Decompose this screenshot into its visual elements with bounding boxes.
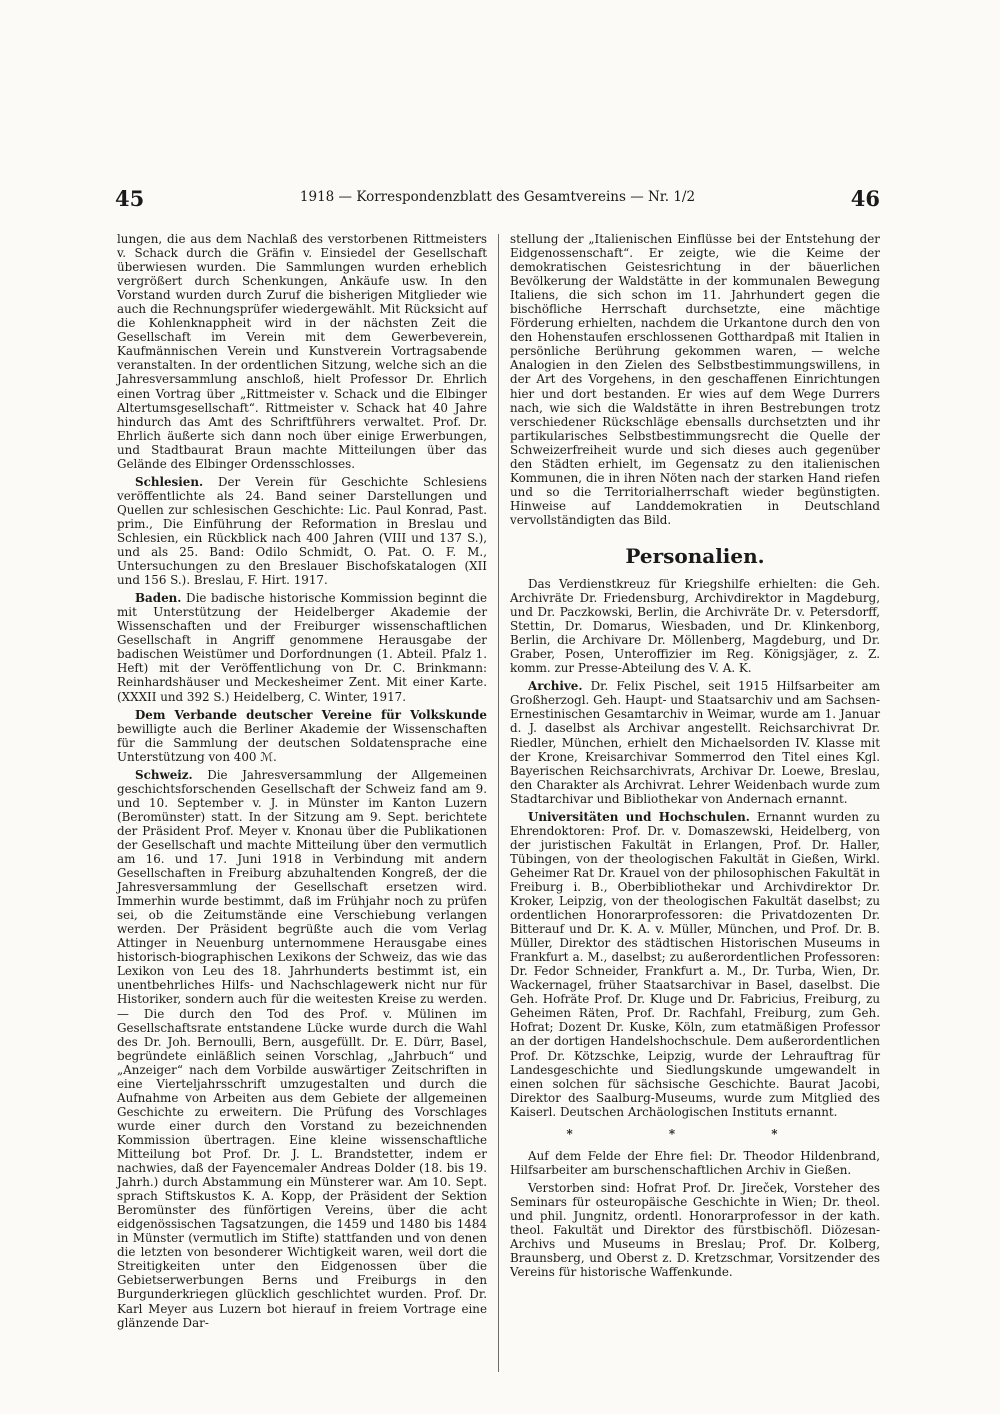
running-title: 1918 — Korrespondenzblatt des Gesamtvereins — Nr. 1/2: [299, 189, 696, 205]
page-header: [115, 186, 880, 214]
page-number-right: 46: [850, 186, 880, 211]
paragraph-gefallen: Auf dem Felde der Ehre fiel: Dr. Theodor Hildenbrand, Hilfsarbeiter am burschenschaftlichen Archiv in Gießen.: [510, 1148, 880, 1177]
paragraph-universitaeten: [510, 810, 880, 1119]
text-archive: Dr. Felix Pischel, seit 1915 Hilfsarbeiter am Großherzogl. Geh. Haupt- und Staatsarchiv und am Sachsen-Ernestinischen Gesamtarchiv in Weimar, wurde am 1. Januar d. J. daselbst als Archivar angestellt. Reichsarchivrat Dr. Riedler, München, erhielt den Michaelsorden IV. Klasse mit der Krone, Kreisarchivar Sommerrod den Titel eines Kgl. Bayerischen Reichsarchivrats, Archivar Dr. Loewe, Breslau, den Charakter als Archivrat. Lehrer Weidenbach wurde zum Stadtarchivar und Bibliothekar von Andernach ernannt.: [510, 679, 881, 806]
paragraph-baden: [117, 591, 487, 703]
paragraph-schweiz: [117, 768, 487, 1330]
text-schweiz: Die Jahresversammlung der Allgemeinen geschichtsforschenden Gesellschaft der Schweiz fand am 9. und 10. September v. J. in Münster im Kanton Luzern (Beromünster) statt. In der Sitzung am 9. Sept. berichtete der Präsident Prof. Meyer v. Knonau über die Publikationen der Gesellschaft und machte Mitteilung über den vermutlich am 16. und 17. Juni 1918 in Verbindung mit andern Gesellschaften in Freiburg abzuhaltenden Kongreß, der die Jahresversammlung der Gesellschaft ersetzen wird. Immerhin wurde bestimmt, daß im Frühjahr noch zu prüfen sei, ob die Zeitumstände eine Verschiebung verlangen werden. Der Präsident begrüßte auch die vom Verlag Attinger in Neuenburg unternommene Herausgabe eines historisch-biographischen Lexikons der Schweiz, das wie das Lexikon von Leu des 18. Jahrhunderts bestimmt ist, ein unentbehrliches Hilfs- und Nachschlagewerk nicht nur für Historiker, sondern auch für die weitesten Kreise zu werden. — Die durch den Tod des Prof. v. Mülinen im Gesellschaftsrate entstandene Lücke wurde durch die Wahl des Dr. Joh. Bernoulli, Bern, ausgefüllt. Dr. E. Dürr, Basel, begründete einläßlich seinen Vorschlag, „Jahrbuch“ und „Anzeiger“ nach dem Vorbilde auswärtiger Zeitschriften in eine Vierteljahrsschrift umzugestalten und durch die Aufnahme von Arbeiten aus dem Gebiete der allgemeinen Geschichte zu erweitern. Die Prüfung des Vorschlages wurde einer durch den Vorstand zu bezeichnenden Kommission übertragen. Eine kleine wissenschaftliche Mitteilung bot Prof. Dr. J. L. Brandstetter, indem er nachwies, daß der Fayencemaler Andreas Dolder (18. bis 19. Jahrh.) durch Abstammung ein Münsterer war. Am 10. Sept. sprach Stiftskustos K. A. Kopp, der Präsident der Sektion Beromünster des fünförtigen Vereins, über die acht eidgenössischen Tagsatzungen, die 1459 und 1480 bis 1484 in Münster (vermutlich im Stifte) stattfanden und von denen die letzten von besonderer Wichtigkeit waren, weil dort die Streitigkeiten unter den Eidgenossen über die Gebietserwerbungen Berns und Freiburgs in den Burgunderkriegen glücklich geschlichtet wurden. Prof. Dr. Karl Meyer aus Luzern bot hierauf in freiem Vortrage eine glänzende Dar-: [117, 767, 487, 1330]
heading-schlesien: Schlesien.: [135, 474, 204, 489]
paragraph-elbing: lungen, die aus dem Nachlaß des verstorbenen Rittmeisters v. Schack durch die Gräfin v. Einsiedel der Gesellschaft überwiesen wurden. Die Sammlungen wurden erheblich vergrößert durch Schenkungen, Ankäufe usw. In den Vorstand wurden durch Zuruf die bisherigen Mitglieder wie auch die Rechnungsprüfer wiedergewählt. Mit Rücksicht auf die Kohlenknappheit wird in der nächsten Zeit die Gesellschaft im Verein mit dem Gewerbeverein, Kaufmännischen Verein und Kunstverein Vortragsabende veranstalten. In der ordentlichen Sitzung, welche sich an die Jahresversammlung anschloß, hielt Professor Dr. Ehrlich einen Vortrag über „Rittmeister v. Schack und die Elbinger Altertumsgesellschaft“. Rittmeister v. Schack hat 40 Jahre hindurch das Amt des Schriftführers verwaltet. Prof. Dr. Ehrlich äußerte sich dann noch über einige Erwerbungen, und Stadtbaurat Braun machte Mitteilungen über das Gelände des Elbinger Ordensschlosses.: [117, 232, 487, 471]
heading-volkskunde: Dem Verbande deutscher Vereine für Volkskunde: [135, 707, 487, 722]
paragraph-archive: [510, 679, 880, 805]
text-baden: Die badische historische Kommission beginnt die mit Unterstützung der Heidelberger Akademie der Wissenschaften und der Freiburger wissenschaftlichen Gesellschaft in Angriff genommene Herausgabe der badischen Weistümer und Dorfordnungen (1. Abteil. Pfalz 1. Heft) mit der Veröffentlichung von Dr. C. Brinkmann: Reinhardshäuser und Meckesheimer Zent. Mit einer Karte. (XXXII und 392 S.) Heidelberg, C. Winter, 1917.: [117, 591, 488, 704]
text-schlesien: Der Verein für Geschichte Schlesiens veröffentlichte als 24. Band seiner Darstellungen und Quellen zur schlesischen Geschichte: Lic. Paul Konrad, Past. prim., Die Einführung der Reformation in Breslau und Schlesien, ein Rückblick nach 400 Jahren (VIII und 137 S.), und als 25. Band: Odilo Schmidt, O. Pat. O. F. M., Untersuchungen zu den Breslauer Bischofskatalogen (XII und 156 S.). Breslau, F. Hirt. 1917.: [117, 474, 487, 588]
heading-archive: Archive.: [528, 679, 583, 694]
paragraph-verstorben: Verstorben sind: Hofrat Prof. Dr. Jireček, Vorsteher des Seminars für osteuropäische Geschichte in Wien; Dr. theol. und phil. Jungnitz, ordentl. Honorarprofessor in der kath. theol. Fakultät und Direktor des fürstbischöfl. Diözesan-Archivs und Museums in Breslau; Prof. Dr. Kolberg, Braunsberg, und Oberst z. D. Kretzschmar, Vorsitzender des Vereins für historische Waffenkunde.: [510, 1180, 880, 1280]
paragraph-continuation: stellung der „Italienischen Einflüsse bei der Entstehung der Eidgenossenschaft“. Er zeigte, wie die Keime der demokratischen Geistesrichtung in der bäuerlichen Bevölkerung der Waldstätte in der kommunalen Bewegung Italiens, die sich schon im 11. Jahrhundert gegen die bischöfliche Herrschaft durchsetzte, eine mächtige Förderung erhielten, nachdem die Urkantone durch den von den Hohenstaufen erschlossenen Gotthardpaß mit Italien in persönliche Berührung gekommen waren, — welche Analogien in den Zielen des Selbstbestimmungswillens, in der Art des Vorgehens, in den geschaffenen Einrichtungen hier und dort bestanden. Er wies auf dem Wege Durrers nach, wie sich die Waldstätte in ihren Bestrebungen trotz verschiedener Rückschläge ebensalls durchsetzten und ihr partikularisches Selbstbestimmungsrecht die Quelle der Schweizerfreiheit wurde und sich dieses auch gegenüber den Städten erhielt, im Gegensatz zu den italienischen Kommunen, die in ihren Nöten nach der starken Hand riefen und so die Territorialherrschaft wieder begünstigten. Hinweise auf Landdemokratien in Deutschland vervollständigten das Bild.: [510, 232, 880, 527]
left-column: [117, 232, 487, 1330]
text-volkskunde: bewilligte auch die Berliner Akademie der Wissenschaften für die Sammlung der deutschen Soldatensprache eine Unterstützung von 400 ℳ.: [117, 721, 487, 764]
heading-schweiz: Schweiz.: [135, 767, 193, 782]
paragraph-schlesien: [117, 475, 487, 587]
paragraph-verdienstkreuz: Das Verdienstkreuz für Kriegshilfe erhielten: die Geh. Archivräte Dr. Friedensburg, Archivdirektor in Magdeburg, und Dr. Paczkowski, Berlin, die Archivräte Dr. v. Petersdorff, Stettin, Dr. Domarus, Wiesbaden, und Dr. Klinkenborg, Berlin, die Archivare Dr. Möllenberg, Magdeburg, und Dr. Graber, Posen, Unteroffizier im Reg. Königsjäger, z. Z. komm. zur Presse-Abteilung des V. A. K.: [510, 576, 880, 676]
heading-baden: Baden.: [135, 591, 182, 606]
right-column: [510, 232, 880, 1279]
column-divider: [498, 234, 499, 1372]
text-universitaeten: Ernannt wurden zu Ehrendoktoren: Prof. Dr. v. Domaszewski, Heidelberg, von der juristischen Fakultät in Erlangen, Prof. Dr. Haller, Tübingen, von der theologischen Fakultät in Gießen, Wirkl. Geheimer Rat Dr. Krauel von der philosophischen Fakultät in Freiburg i. B., Oberbibliothekar und Archivdirektor Dr. Kroker, Leipzig, von der theologischen Fakultät daselbst; zu ordentlichen Honorarprofessoren: die Privatdozenten Dr. Bitterauf und Dr. K. A. v. Müller, München, und Prof. Dr. B. Müller, Direktor des städtischen Historischen Museums in Frankfurt a. M., daselbst; zu außerordentlichen Professoren: Dr. Fedor Schneider, Frankfurt a. M., Dr. Turba, Wien, Dr. Wackernagel, früher Staatsarchivar in Basel, daselbst. Die Geh. Hofräte Prof. Dr. Kluge und Dr. Fabricius, Freiburg, zu Geheimen Räten, Prof. Dr. Rachfahl, Freiburg, zum Geh. Hofrat; Dozent Dr. Kuske, Köln, zum etatmäßigen Professor an der dortigen Handelshochschule. Dem außerordentlichen Prof. Dr. Kötzschke, Leipzig, wurde der Lehrauftrag für Landesgeschichte und Siedlungskunde umgewandelt in einen solchen für sächsische Geschichte. Baurat Jacobi, Direktor des Saalburg-Museums, wurde zum Mitglied des Kaiserl. Deutschen Archäologischen Instituts ernannt.: [510, 809, 880, 1119]
heading-universitaeten: Universitäten und Hochschulen.: [528, 809, 750, 824]
page-number-left: 45: [115, 186, 145, 211]
section-separator-stars: * * *: [566, 1126, 824, 1141]
section-title-personalien: Personalien.: [625, 543, 765, 568]
paragraph-volkskunde: [117, 708, 487, 764]
